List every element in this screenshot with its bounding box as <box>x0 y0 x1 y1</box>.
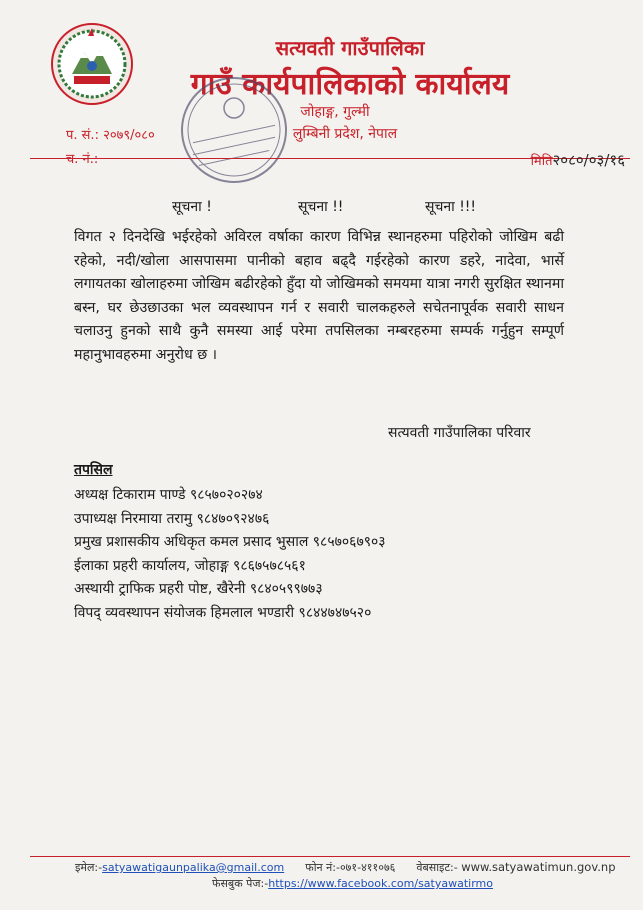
website-link[interactable]: www.satyawatimun.gov.np <box>461 860 616 874</box>
chalani-label: च. नं.: <box>66 152 99 167</box>
list-item: विपद् व्यवस्थापन संयोजक हिमलाल भण्डारी ९८४४७४७५२० <box>74 604 372 621</box>
notice-heading-1: सूचना ! <box>172 199 212 215</box>
patra-value: २०७९/०८० <box>103 128 155 143</box>
list-item: ईलाका प्रहरी कार्यालय, जोहाङ्ग ९८६७५७८५६१ <box>74 557 306 574</box>
letter-date <box>531 150 625 170</box>
list-item: अध्यक्ष टिकाराम पाण्डे ९८५७०२०२७४ <box>74 487 263 503</box>
footer-contact-line <box>75 860 635 875</box>
footer-facebook-line <box>212 876 493 891</box>
facebook-link[interactable]: https://www.facebook.com/satyawatirmo <box>268 877 493 890</box>
email-label: इमेल:- <box>75 861 103 874</box>
date-label: मिति <box>530 154 553 169</box>
notice-body: विगत २ दिनदेखि भईरहेको अविरल वर्षाका कारण विभिन्न स्थानहरुमा पहिरोको जोखिम बढी रहेको, नदी/खोला आसपासमा पानीको बहाव बढ्दै गईरहेको कारण डहरे, नादेवा, भार्से लगायतका खोलाहरुमा जोखिम बढीरहेको हुँदा यो जोखिमको समयमा यात्रा नगरी सुरक्षित स्थानमा बस्न, घर छेउछाउका भल व्यवस्थापन गर्न र सवारी चालकहरुले सचेतनापूर्वक सवारी साधन चलाउनु हुनको साथै कुनै समस्या आई परेमा तपसिलका नम्बरहरुमा सम्पर्क गर्नुहुन सम्पूर्ण महानुभावहरुमा अनुरोध छ । <box>74 229 564 363</box>
patra-sankhya <box>66 124 155 148</box>
notice-heading-2: सूचना !! <box>298 199 344 215</box>
footer-rule <box>30 856 630 857</box>
office-title: गाउँ कार्यपालिकाको कार्यालय <box>190 67 510 102</box>
chalani-number <box>66 148 155 172</box>
facebook-label: फेसबुक पेज:- <box>212 877 269 890</box>
date-value: २०८०/०३/१६ <box>552 151 625 169</box>
list-item: प्रमुख प्रशासकीय अधिकृत कमल प्रसाद भुसाल ९८५७०६७९०३ <box>74 534 386 550</box>
list-item: उपाध्यक्ष निरमाया तरामु ९८४७०९२४७६ <box>74 510 270 527</box>
reference-block <box>66 124 155 172</box>
signature-line: सत्यवती गाउँपालिका परिवार <box>388 425 531 441</box>
list-item: अस्थायी ट्राफिक प्रहरी पोष्ट, खैरेनी ९८४०५९९७७३ <box>74 581 323 597</box>
notice-heading-3: सूचना !!! <box>425 199 477 215</box>
contacts-title: तपसिल <box>74 462 113 478</box>
nepal-emblem-icon <box>50 22 134 106</box>
email-link[interactable]: satyawatigaunpalika@gmail.com <box>102 861 285 874</box>
municipality-name: सत्यवती गाउँपालिका <box>275 36 425 60</box>
phone-value: ०७१-४११०७६ <box>339 861 396 874</box>
office-location: जोहाङ्ग, गुल्मी <box>300 104 370 120</box>
patra-label: प. सं.: <box>66 128 99 143</box>
office-stamp-icon <box>178 74 290 186</box>
phone-label: फोन नं:- <box>305 861 340 874</box>
website-label: वेबसाइट:- <box>416 861 458 874</box>
office-province: लुम्बिनी प्रदेश, नेपाल <box>292 126 398 142</box>
contacts-list <box>74 484 386 625</box>
